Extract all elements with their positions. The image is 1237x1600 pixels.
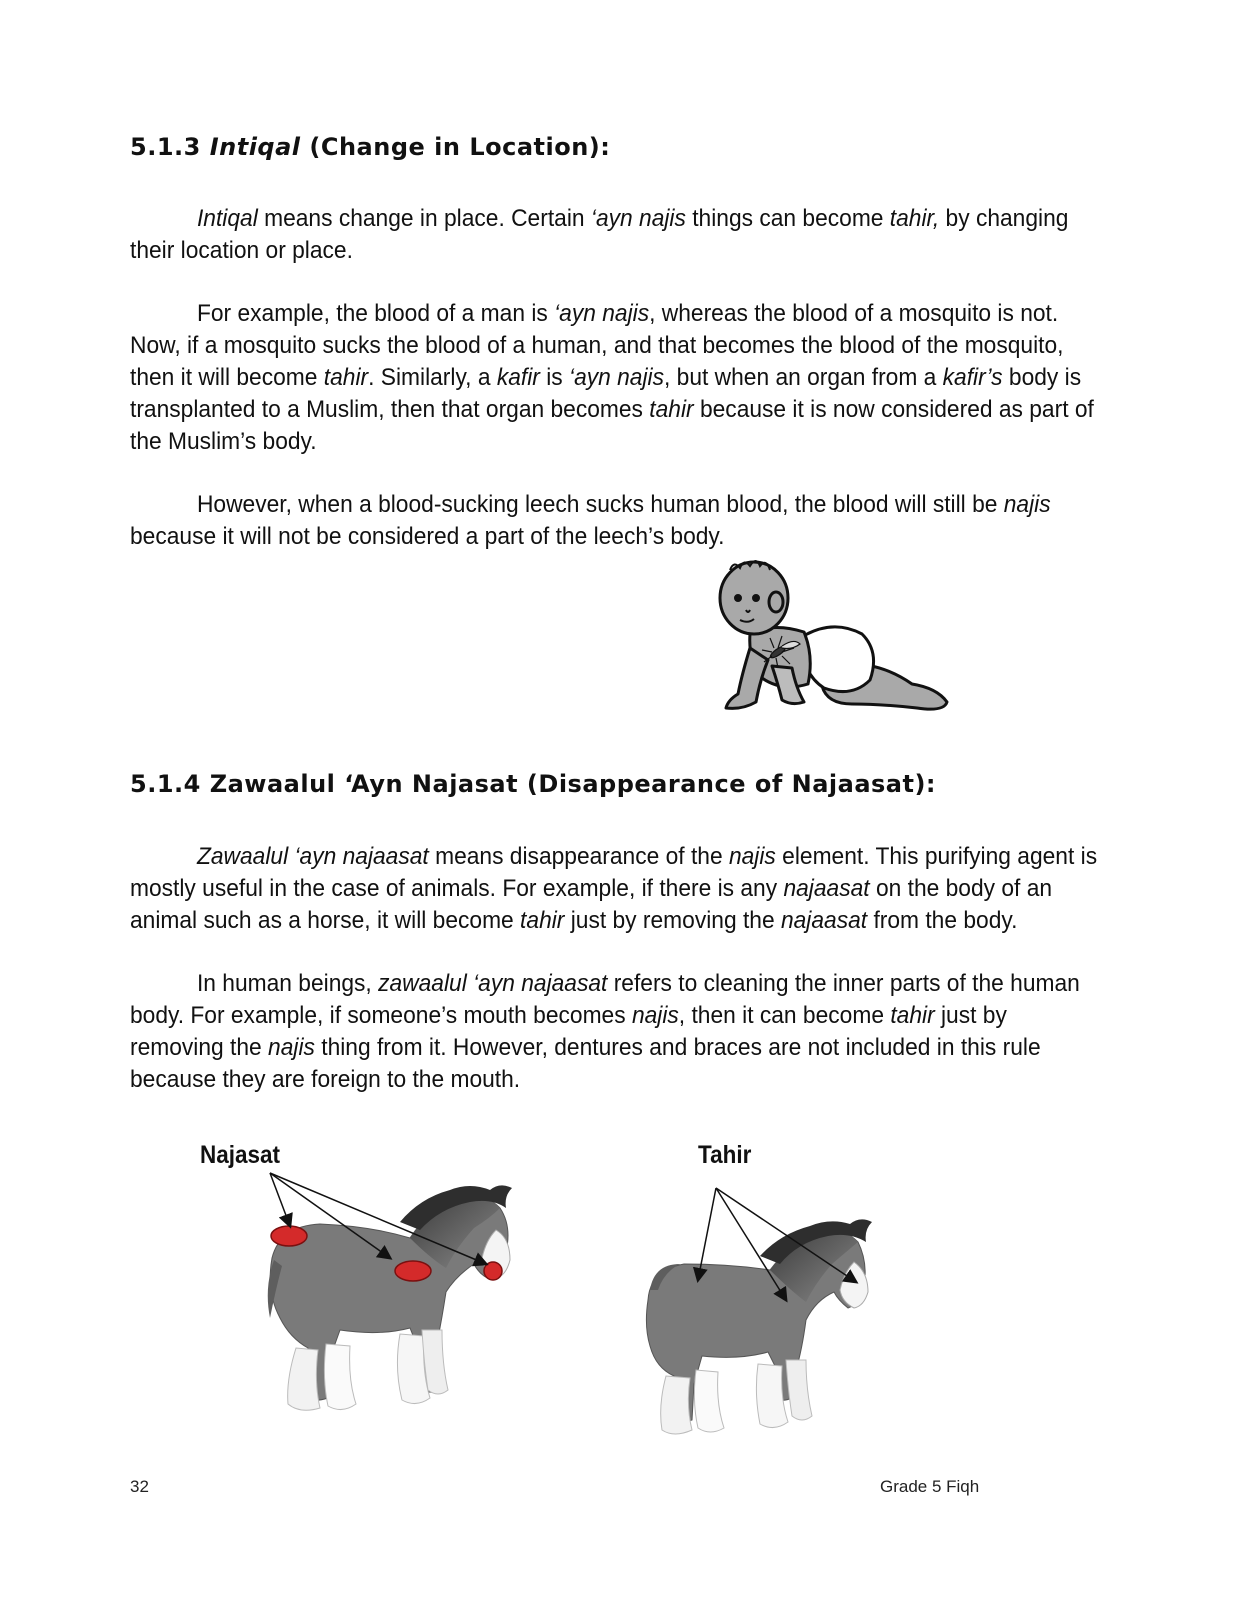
heading-zawaal: 5.1.4 Zawaalul ‘Ayn Najasat (Disappearance of Najaasat):	[130, 770, 937, 798]
paragraph-intiqal-example: For example, the blood of a man is ‘ayn najis, whereas the blood of a mosquito is not. Now, if a mosquito sucks the blood of a human, and that becomes the blood of the mosquito, then it will become tahir. Similarly, a kafir is ‘ayn najis, but when an organ from a kafir’s body is transplanted to a Muslim, then that organ becomes tahir because it is now considered as part of the Muslim’s body.	[130, 300, 1094, 455]
najasat-stain	[484, 1262, 502, 1280]
paragraph-intiqal-definition: Intiqal means change in place. Certain ‘ayn najis things can become tahir, by changing their location or place.	[130, 205, 1069, 264]
label-tahir: Tahir	[698, 1141, 752, 1169]
paragraph-intiqal-leech: However, when a blood-sucking leech sucks human blood, the blood will still be najis because it will not be considered a part of the leech’s body.	[130, 491, 1051, 550]
najasat-stain	[395, 1261, 431, 1281]
horse-tahir-illustration	[640, 1180, 900, 1450]
horse-najasat-illustration	[260, 1168, 540, 1438]
najasat-stain	[271, 1226, 307, 1246]
baby-mosquito-illustration	[712, 556, 952, 716]
paragraph-zawaal-human: In human beings, zawaalul ‘ayn najaasat refers to cleaning the inner parts of the human body. For example, if someone’s mouth becomes najis, then it can become tahir just by removing the najis thing from it. However, dentures and braces are not included in this rule because they are foreign to the mouth.	[130, 970, 1080, 1093]
heading-intiqal: 5.1.3 Intiqal (Change in Location):	[130, 133, 611, 161]
paragraph-zawaal-definition: Zawaalul ‘ayn najaasat means disappearance of the najis element. This purifying agent is mostly useful in the case of animals. For example, if there is any najaasat on the body of an animal such as a horse, it will become tahir just by removing the najaasat from the body.	[130, 843, 1098, 934]
page-number: 32	[130, 1477, 149, 1496]
label-najasat: Najasat	[200, 1141, 281, 1169]
book-title-footer: Grade 5 Fiqh	[880, 1477, 980, 1496]
